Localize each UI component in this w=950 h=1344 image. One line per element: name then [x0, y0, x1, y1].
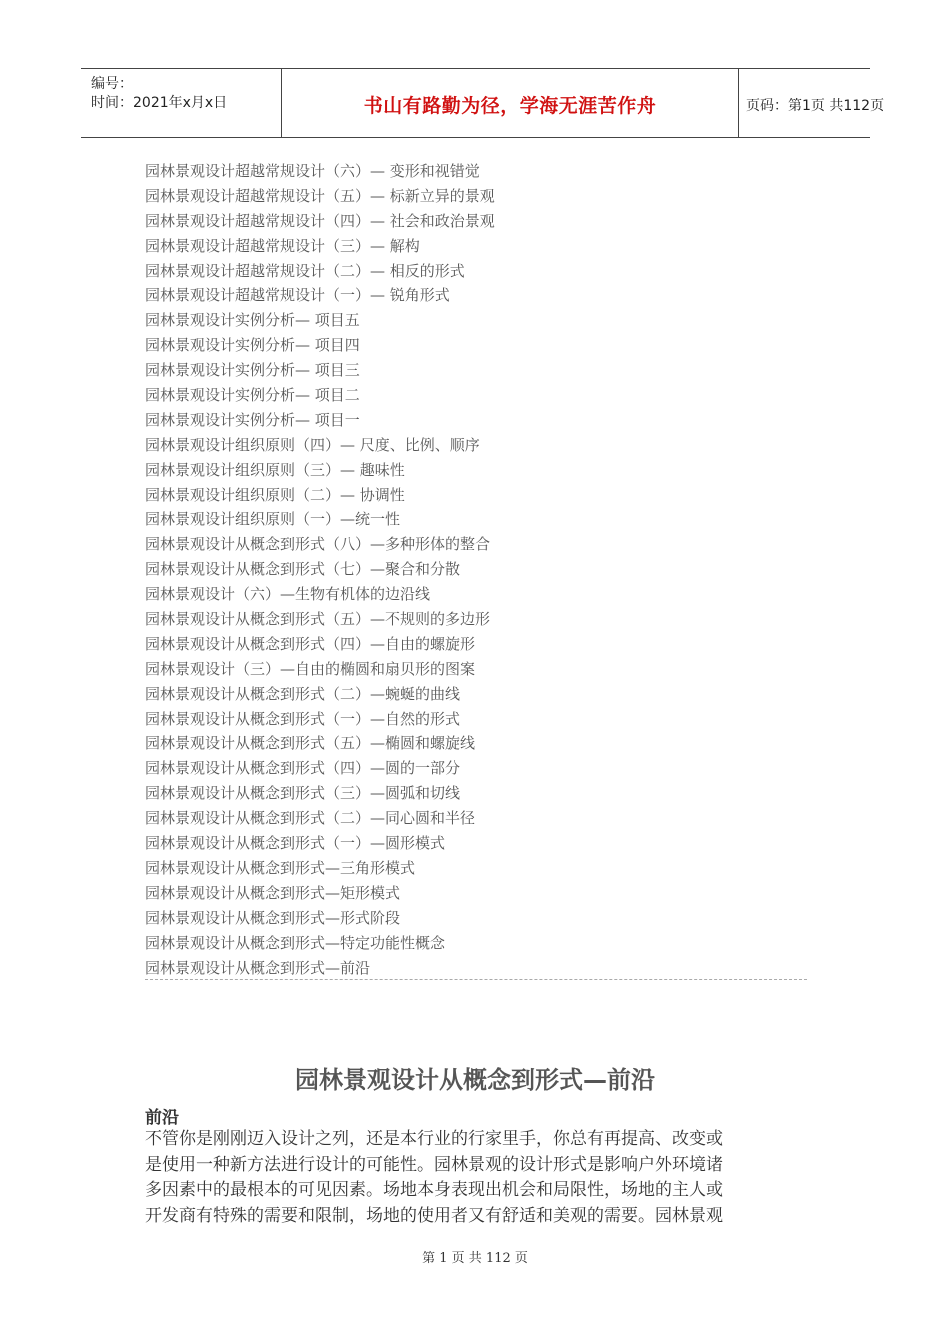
toc-item[interactable]: 园林景观设计从概念到形式—特定功能性概念: [145, 933, 446, 952]
toc-item[interactable]: 园林景观设计实例分析— 项目二: [145, 386, 360, 405]
toc-item[interactable]: 园林景观设计从概念到形式（一）—自然的形式: [145, 709, 461, 728]
toc-divider: [145, 979, 807, 980]
time-label: 时间：2021年x月x日: [91, 95, 228, 111]
toc-item[interactable]: 园林景观设计超越常规设计（一）— 锐角形式: [145, 286, 450, 305]
body-line: 开发商有特殊的需要和限制，场地的使用者又有舒适和美观的需要。园林景观: [145, 1205, 723, 1226]
body-line: 多因素中的最根本的可见因素。场地本身表现出机会和局限性，场地的主人或: [145, 1180, 723, 1201]
toc-item[interactable]: 园林景观设计（三）—自由的椭圆和扇贝形的图案: [145, 659, 476, 678]
toc-item[interactable]: 园林景观设计超越常规设计（三）— 解构: [145, 236, 420, 255]
toc-item[interactable]: 园林景观设计组织原则（三）— 趣味性: [145, 460, 405, 479]
toc-item[interactable]: 园林景观设计从概念到形式—三角形模式: [145, 858, 416, 877]
toc-item[interactable]: 园林景观设计从概念到形式（五）—不规则的多边形: [145, 610, 491, 629]
document-title: 园林景观设计从概念到形式—前沿: [295, 1066, 655, 1094]
toc-item[interactable]: 园林景观设计从概念到形式（四）—圆的一部分: [145, 759, 461, 778]
toc-item[interactable]: 园林景观设计组织原则（四）— 尺度、比例、顺序: [145, 435, 480, 454]
number-label: 编号：: [91, 76, 133, 92]
toc-item[interactable]: 园林景观设计从概念到形式（二）—同心圆和半径: [145, 809, 476, 828]
table-of-contents: [145, 159, 845, 980]
toc-item[interactable]: 园林景观设计超越常规设计（二）— 相反的形式: [145, 261, 465, 280]
toc-item[interactable]: 园林景观设计超越常规设计（四）— 社会和政治景观: [145, 211, 495, 230]
motto: 书山有路勤为径，学海无涯苦作舟: [363, 95, 657, 117]
toc-item[interactable]: 园林景观设计从概念到形式（四）—自由的螺旋形: [145, 634, 476, 653]
toc-item[interactable]: 园林景观设计（六）—生物有机体的边沿线: [145, 585, 431, 604]
toc-item[interactable]: 园林景观设计从概念到形式（五）—椭圆和螺旋线: [145, 734, 476, 753]
toc-item[interactable]: 园林景观设计超越常规设计（六）— 变形和视错觉: [145, 162, 480, 180]
toc-item[interactable]: 园林景观设计实例分析— 项目一: [145, 410, 360, 429]
body-line: 不管你是刚刚迈入设计之列，还是本行业的行家里手，你总有再提高、改变或: [145, 1129, 723, 1149]
body-line: 是使用一种新方法进行设计的可能性。园林景观的设计形式是影响户外环境诸: [145, 1154, 723, 1175]
toc-item[interactable]: 园林景观设计组织原则（一）—统一性: [145, 510, 401, 529]
page-header: [81, 68, 885, 138]
header-meta-cell: [81, 69, 281, 137]
toc-item[interactable]: 园林景观设计从概念到形式（一）—圆形模式: [145, 834, 446, 853]
toc-item[interactable]: 园林景观设计实例分析— 项目三: [145, 361, 360, 380]
toc-item[interactable]: 园林景观设计从概念到形式（三）—圆弧和切线: [145, 784, 461, 803]
toc-item[interactable]: 园林景观设计从概念到形式（二）—蜿蜒的曲线: [145, 684, 461, 703]
toc-item[interactable]: 园林景观设计实例分析— 项目四: [145, 336, 360, 355]
page-code: 页码：第1页 共112页: [746, 98, 885, 114]
toc-item[interactable]: 园林景观设计组织原则（二）— 协调性: [145, 485, 405, 504]
body-text: [145, 1127, 810, 1229]
toc-item[interactable]: 园林景观设计从概念到形式—前沿: [145, 958, 371, 977]
toc-item[interactable]: 园林景观设计从概念到形式（七）—聚合和分散: [145, 560, 461, 579]
toc-item[interactable]: 园林景观设计从概念到形式（八）—多种形体的整合: [145, 535, 491, 554]
header-page-cell: [738, 69, 885, 137]
header-motto-cell: [281, 69, 739, 137]
toc-item[interactable]: 园林景观设计实例分析— 项目五: [145, 311, 360, 330]
toc-item[interactable]: 园林景观设计从概念到形式—矩形模式: [145, 883, 401, 902]
toc-item[interactable]: 园林景观设计从概念到形式—形式阶段: [145, 908, 401, 927]
page-footer: 第 1 页 共 112 页: [422, 1251, 528, 1266]
section-heading: 前沿: [145, 1108, 179, 1128]
toc-item[interactable]: 园林景观设计超越常规设计（五）— 标新立异的景观: [145, 186, 495, 205]
